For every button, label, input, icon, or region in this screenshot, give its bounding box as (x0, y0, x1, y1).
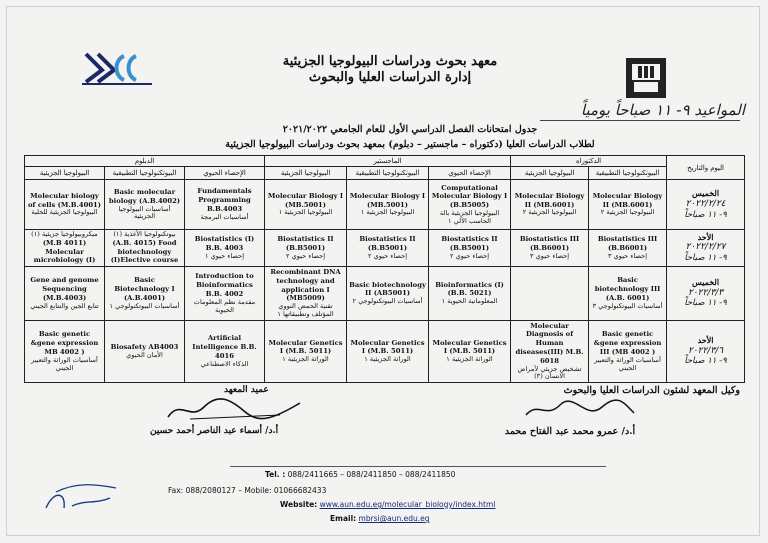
handwritten-date-mark (36, 478, 126, 524)
table-row (25, 320, 745, 382)
exam-schedule-table (24, 155, 745, 383)
cell-dip-applied: بيوتكنولوجيا الأغذية (١) (A.B. 4015) Food biotechnology (I)Elective course (105, 230, 185, 267)
cell-day-date: الخميس ٢٠٢٢/٢/٢٤ ٩- ١١ صباحاً (667, 180, 745, 230)
email-link[interactable]: mbrsi@aun.edu.eg (358, 514, 430, 523)
table-row (25, 180, 745, 230)
sub-dip-applied: البيوتكنولوجيا التطبيقية (105, 167, 185, 180)
cell-dip-biostat: Artificial Intelligence B.B. 4016 الذكاء الاصطناعي (185, 320, 265, 382)
handwritten-times-note: المواعيد ٩- ١١ صباحاً يومياً (580, 101, 745, 119)
cell-doc-molecular: Molecular Diagnosis of Human diseases(III) M.B. 6018 تشخيص جزيئي لأمراض الانسان (٣) (511, 320, 589, 382)
university-logo (620, 52, 672, 104)
cell-ms-biostat: Molecular Genetics I (M.B. 5011) الوراثة الجزيئية ١ (429, 320, 511, 382)
footer-fax-mobile: Fax: 088/2080127 – Mobile: 01066682433 (168, 486, 327, 495)
cell-ms-molecular: Molecular Biology I (MB.5001) البيولوجيا الجزيئية ١ (265, 180, 347, 230)
cell-ms-molecular: Molecular Genetics I (M.B. 5011) الوراثة الجزيئية ١ (265, 320, 347, 382)
sub-doc-applied: البيوتكنولوجيا التطبيقية (589, 167, 667, 180)
cell-ms-applied: Basic biotechnology II (AB5001) أساسيات البيوتكنولوجي ٢ (347, 267, 429, 321)
cell-doc-molecular (511, 267, 589, 321)
sub-ms-molecular: البيولوجيا الجزيئية (265, 167, 347, 180)
cell-dip-applied: Basic Biotechnology I (A.B.4001) أساسيات البيوتكنولوجي ١ (105, 267, 185, 321)
vice-dean-name: أ.د/ عمرو محمد عبد الفتاح محمد (504, 426, 636, 437)
table-row (25, 230, 745, 267)
cell-ms-biostat: Bioinformatics (I) (B.B. 5021) المعلوماتية الحيوية ١ (429, 267, 511, 321)
cell-ms-applied: Biostatistics II (B.B5001) إحصاء حيوي ٢ (347, 230, 429, 267)
sub-doc-molecular: البيولوجيا الجزيئية (511, 167, 589, 180)
cell-day-date: الأحد ٢٠٢٢/٣/٦ ٩- ١١ صباحاً (667, 320, 745, 382)
cell-doc-molecular: Biostatistics III (B.B6001) إحصاء حيوي ٣ (511, 230, 589, 267)
cell-dip-biostat: Introduction to Bioinformatics B.B. 4002 مقدمة نظم المعلومات الحيوية (185, 267, 265, 321)
cell-ms-molecular: Biostatistics II (B.B5001) إحصاء حيوي ٢ (265, 230, 347, 267)
cell-ms-biostat: Biostatistics II (B.B5001) إحصاء حيوي ٢ (429, 230, 511, 267)
footer-divider (230, 466, 606, 467)
cell-doc-applied: Biostatistics III (B.B6001) إحصاء حيوي ٣ (589, 230, 667, 267)
vice-dean-title: وكيل المعهد لشئون الدراسات العليا والبحوث (563, 385, 740, 396)
footer-phone: Tel. : 088/2411665 – 088/2411850 – 088/2411850 (265, 470, 456, 479)
sub-dip-biostat: الإحصاء الحيوي (185, 167, 265, 180)
sub-header-row (25, 167, 745, 180)
cell-ms-applied: Molecular Biology I (MB.5001) البيولوجيا الجزيئية ١ (347, 180, 429, 230)
cell-doc-applied: Basic biotechnology III (A.B. 6001) أساسيات البيوتكنولوجي ٣ (589, 267, 667, 321)
footer-email: Email: mbrsi@aun.edu.eg (330, 514, 430, 523)
sub-ms-biostat: الإحصاء الحيوي (429, 167, 511, 180)
cell-ms-biostat: Computational Molecular Biology I (B.B5005) البيولوجيا الجزيئية بالة الحاسب الآلي ١ (429, 180, 511, 230)
schedule-title: جدول امتحانات الفصل الدراسي الأول للعام الجامعي ٢٠٢١/٢٠٢٢ (282, 124, 538, 135)
cell-ms-molecular: Recombinant DNA technology and application I (MB5009) تقنية الحمض النووي المؤتلف وتطبيقاتها ١ (265, 267, 347, 321)
cell-day-date: الأحد ٢٠٢٢/٢/٢٧ ٩- ١١ صباحاً (667, 230, 745, 267)
cell-doc-applied: Basic genetic &gene expression III (MB 4002 ) أساسيات الوراثة والتعبير الجيني (589, 320, 667, 382)
cell-dip-molecular: ميكروبيولوجيا جزيئية (١) (M.B 4011) Molecular microbiology (I) (25, 230, 105, 267)
sub-ms-applied: البيوتكنولوجيا التطبيقية (347, 167, 429, 180)
group-header-row (25, 156, 745, 167)
cell-dip-molecular: Molecular biology of cells (M.B.4001) البيولوجيا الجزيئية للخلية (25, 180, 105, 230)
cell-dip-applied: Basic molecular biology (A.B.4002) أساسيات البيولوجيا الجزيئية (105, 180, 185, 230)
institute-subtitle: إدارة الدراسات العليا والبحوث (308, 70, 472, 85)
cell-dip-molecular: Gene and genome Sequencing (M.B.4003) تتابع الجين والتتابع الجيني (25, 267, 105, 321)
dean-name: أ.د/ أسماء عبد الناصر أحمد حسين (150, 426, 279, 436)
cell-day-date: الخميس ٢٠٢٢/٣/٣ ٩- ١١ صباحاً (667, 267, 745, 321)
vice-dean-signature (520, 395, 640, 425)
day-date-header: اليوم والتاريخ (667, 156, 745, 180)
cell-dip-biostat: Biostatistics (I) B.B. 4003 إحصاء حيوي ١ (185, 230, 265, 267)
cell-dip-molecular: Basic genetic &gene expression MB 4002 ) أساسيات الوراثة والتعبير الجيني (25, 320, 105, 382)
footer-website: Website: www.aun.edu.eg/molecular_biology/index.html (280, 500, 496, 509)
cell-doc-molecular: Molecular Biology II (MB.6001) البيولوجيا الجزيئية ٢ (511, 180, 589, 230)
dean-title: عميد المعهد (224, 385, 269, 395)
cell-dip-biostat: Fundamentals Programming B.B.4003 أساسيات البرمجة (185, 180, 265, 230)
website-link[interactable]: www.aun.edu.eg/molecular_biology/index.html (319, 500, 496, 509)
cell-doc-applied: Molecular Biology II (MB.6001) البيولوجيا الجزيئية ٢ (589, 180, 667, 230)
table-row (25, 267, 745, 321)
institute-logo (80, 50, 160, 86)
group-diploma: الدبلوم (25, 156, 265, 167)
cell-dip-applied: Biosafety AB4003 الأمان الحيوي (105, 320, 185, 382)
group-masters: الماجستير (265, 156, 511, 167)
dean-signature (160, 395, 310, 425)
cell-ms-applied: Molecular Genetics I (M.B. 5011) الوراثة الجزيئية ١ (347, 320, 429, 382)
group-doctorate: الدكتوراه (511, 156, 667, 167)
schedule-subtitle: لطلاب الدراسات العليا (دكتوراه – ماجستير – دبلوم) بمعهد بحوث ودراسات البيولوجيا الجزيئية (225, 139, 595, 150)
sub-dip-molecular: البيولوجيا الجزيئية (25, 167, 105, 180)
institute-title: معهد بحوث ودراسات البيولوجيا الجزيئية (282, 54, 498, 69)
handwritten-underline (540, 120, 740, 121)
